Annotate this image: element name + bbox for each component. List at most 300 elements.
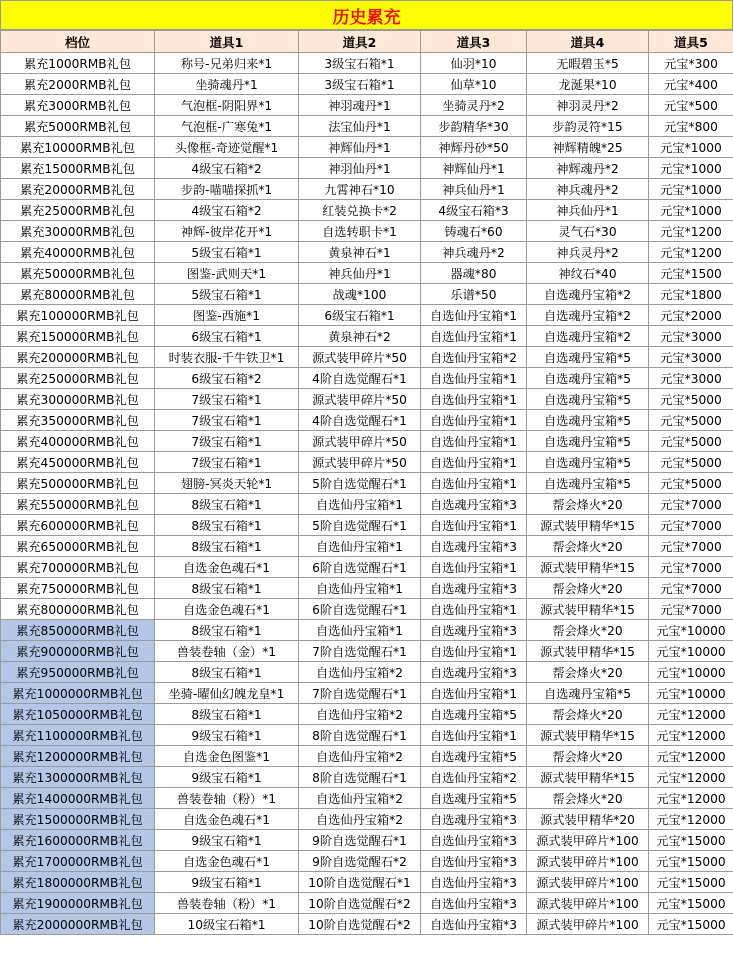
item-cell-5: 元宝*10000 [649, 683, 733, 704]
item-cell-1: 9级宝石箱*1 [155, 725, 299, 746]
item-cell-4: 源式装甲精华*15 [527, 641, 649, 662]
item-cell-5: 元宝*1500 [649, 263, 733, 284]
item-cell-4: 源式装甲精华*15 [527, 515, 649, 536]
item-cell-3: 自选仙丹宝箱*3 [421, 830, 527, 851]
table-row [1, 830, 733, 851]
item-cell-3: 自选魂丹宝箱*3 [421, 809, 527, 830]
item-cell-2: 7阶自选觉醒石*1 [299, 641, 421, 662]
tier-cell: 累充1800000RMB礼包 [1, 872, 155, 893]
item-cell-3: 神兵魂丹*2 [421, 242, 527, 263]
item-cell-5: 元宝*15000 [649, 893, 733, 914]
item-cell-5: 元宝*1000 [649, 137, 733, 158]
table-row [1, 809, 733, 830]
tier-cell: 累充400000RMB礼包 [1, 431, 155, 452]
item-cell-5: 元宝*1000 [649, 158, 733, 179]
tier-cell: 累充1300000RMB礼包 [1, 767, 155, 788]
item-cell-1: 神辉-彼岸花开*1 [155, 221, 299, 242]
item-cell-3: 自选魂丹宝箱*5 [421, 788, 527, 809]
table-row [1, 389, 733, 410]
item-cell-1: 9级宝石箱*1 [155, 830, 299, 851]
tier-cell: 累充25000RMB礼包 [1, 200, 155, 221]
table-row [1, 788, 733, 809]
item-cell-3: 自选魂丹宝箱*5 [421, 746, 527, 767]
item-cell-4: 神兵灵丹*2 [527, 242, 649, 263]
item-cell-3: 仙羽*10 [421, 53, 527, 74]
item-cell-4: 帮会烽火*20 [527, 620, 649, 641]
tier-cell: 累充600000RMB礼包 [1, 515, 155, 536]
item-cell-4: 帮会烽火*20 [527, 662, 649, 683]
item-cell-1: 6级宝石箱*1 [155, 326, 299, 347]
item-cell-3: 自选仙丹宝箱*1 [421, 599, 527, 620]
item-cell-2: 3级宝石箱*1 [299, 74, 421, 95]
item-cell-1: 5级宝石箱*1 [155, 284, 299, 305]
item-cell-1: 翅膀-冥炎天轮*1 [155, 473, 299, 494]
item-cell-3: 自选仙丹宝箱*1 [421, 683, 527, 704]
item-cell-3: 神辉丹砂*50 [421, 137, 527, 158]
item-cell-4: 自选魂丹宝箱*5 [527, 347, 649, 368]
item-cell-5: 元宝*3000 [649, 326, 733, 347]
table-row [1, 746, 733, 767]
item-cell-1: 自选金色魂石*1 [155, 851, 299, 872]
item-cell-2: 6级宝石箱*1 [299, 305, 421, 326]
table-row [1, 536, 733, 557]
table-row [1, 725, 733, 746]
item-cell-2: 10阶自选觉醒石*2 [299, 914, 421, 935]
tier-cell: 累充550000RMB礼包 [1, 494, 155, 515]
tier-cell: 累充900000RMB礼包 [1, 641, 155, 662]
item-cell-2: 神辉仙丹*1 [299, 137, 421, 158]
item-cell-3: 自选魂丹宝箱*3 [421, 536, 527, 557]
item-cell-3: 自选仙丹宝箱*1 [421, 389, 527, 410]
item-cell-3: 自选仙丹宝箱*1 [421, 725, 527, 746]
item-cell-1: 自选金色魂石*1 [155, 599, 299, 620]
item-cell-3: 铸魂石*60 [421, 221, 527, 242]
item-cell-1: 8级宝石箱*1 [155, 578, 299, 599]
table-row [1, 452, 733, 473]
item-cell-1: 6级宝石箱*2 [155, 368, 299, 389]
item-cell-4: 自选魂丹宝箱*2 [527, 305, 649, 326]
item-cell-2: 自选仙丹宝箱*2 [299, 788, 421, 809]
item-cell-1: 图鉴-西施*1 [155, 305, 299, 326]
item-cell-5: 元宝*12000 [649, 725, 733, 746]
item-cell-1: 8级宝石箱*1 [155, 704, 299, 725]
item-cell-5: 元宝*15000 [649, 830, 733, 851]
item-cell-3: 自选仙丹宝箱*1 [421, 641, 527, 662]
item-cell-4: 源式装甲精华*20 [527, 809, 649, 830]
tier-cell: 累充850000RMB礼包 [1, 620, 155, 641]
item-cell-1: 自选金色魂石*1 [155, 557, 299, 578]
tier-cell: 累充50000RMB礼包 [1, 263, 155, 284]
item-cell-4: 源式装甲碎片*100 [527, 830, 649, 851]
item-cell-1: 兽装卷轴（粉）*1 [155, 788, 299, 809]
item-cell-5: 元宝*400 [649, 74, 733, 95]
item-cell-3: 神兵仙丹*1 [421, 179, 527, 200]
table-row [1, 53, 733, 74]
item-cell-1: 9级宝石箱*1 [155, 872, 299, 893]
item-cell-2: 神兵仙丹*1 [299, 263, 421, 284]
item-cell-4: 无暇碧玉*5 [527, 53, 649, 74]
item-cell-4: 神辉精魄*25 [527, 137, 649, 158]
tier-cell: 累充1100000RMB礼包 [1, 725, 155, 746]
item-cell-3: 自选魂丹宝箱*3 [421, 620, 527, 641]
item-cell-4: 帮会烽火*20 [527, 746, 649, 767]
table-row [1, 683, 733, 704]
table-row [1, 872, 733, 893]
item-cell-3: 自选魂丹宝箱*3 [421, 662, 527, 683]
item-cell-4: 自选魂丹宝箱*5 [527, 431, 649, 452]
item-cell-2: 10阶自选觉醒石*1 [299, 872, 421, 893]
table-row [1, 284, 733, 305]
item-cell-5: 元宝*7000 [649, 494, 733, 515]
item-cell-5: 元宝*3000 [649, 368, 733, 389]
item-cell-4: 自选魂丹宝箱*2 [527, 326, 649, 347]
item-cell-5: 元宝*5000 [649, 410, 733, 431]
item-cell-5: 元宝*500 [649, 95, 733, 116]
item-cell-2: 6阶自选觉醒石*1 [299, 599, 421, 620]
item-cell-2: 自选仙丹宝箱*2 [299, 662, 421, 683]
item-cell-2: 6阶自选觉醒石*1 [299, 557, 421, 578]
item-cell-4: 龙涎果*10 [527, 74, 649, 95]
item-cell-4: 源式装甲精华*15 [527, 725, 649, 746]
table-row [1, 851, 733, 872]
item-cell-1: 7级宝石箱*1 [155, 431, 299, 452]
item-cell-3: 自选仙丹宝箱*3 [421, 872, 527, 893]
item-cell-3: 自选仙丹宝箱*1 [421, 452, 527, 473]
item-cell-3: 自选魂丹宝箱*3 [421, 494, 527, 515]
item-cell-3: 坐骑灵丹*2 [421, 95, 527, 116]
item-cell-1: 9级宝石箱*1 [155, 767, 299, 788]
item-cell-2: 源式装甲碎片*50 [299, 452, 421, 473]
item-cell-3: 自选仙丹宝箱*2 [421, 347, 527, 368]
item-cell-3: 自选仙丹宝箱*1 [421, 305, 527, 326]
item-cell-5: 元宝*15000 [649, 851, 733, 872]
item-cell-1: 图鉴-武则天*1 [155, 263, 299, 284]
tier-cell: 累充10000RMB礼包 [1, 137, 155, 158]
table-row [1, 347, 733, 368]
item-cell-2: 黄泉神石*2 [299, 326, 421, 347]
item-cell-1: 头像框-奇迹觉醒*1 [155, 137, 299, 158]
item-cell-4: 神羽灵丹*2 [527, 95, 649, 116]
tier-cell: 累充100000RMB礼包 [1, 305, 155, 326]
item-cell-1: 7级宝石箱*1 [155, 452, 299, 473]
item-cell-2: 3级宝石箱*1 [299, 53, 421, 74]
tier-cell: 累充750000RMB礼包 [1, 578, 155, 599]
item-cell-4: 自选魂丹宝箱*5 [527, 473, 649, 494]
tier-cell: 累充650000RMB礼包 [1, 536, 155, 557]
table-row [1, 767, 733, 788]
table-body [1, 53, 733, 935]
item-cell-3: 4级宝石箱*3 [421, 200, 527, 221]
item-cell-3: 自选仙丹宝箱*1 [421, 473, 527, 494]
header-tier: 档位 [1, 31, 155, 53]
item-cell-5: 元宝*12000 [649, 767, 733, 788]
item-cell-2: 4阶自选觉醒石*1 [299, 368, 421, 389]
item-cell-5: 元宝*12000 [649, 704, 733, 725]
tier-cell: 累充1900000RMB礼包 [1, 893, 155, 914]
tier-cell: 累充300000RMB礼包 [1, 389, 155, 410]
item-cell-5: 元宝*10000 [649, 641, 733, 662]
item-cell-2: 9阶自选觉醒石*1 [299, 830, 421, 851]
table-row [1, 599, 733, 620]
item-cell-3: 自选仙丹宝箱*1 [421, 515, 527, 536]
table-row [1, 305, 733, 326]
item-cell-1: 坐骑魂丹*1 [155, 74, 299, 95]
table-row [1, 494, 733, 515]
item-cell-5: 元宝*7000 [649, 536, 733, 557]
item-cell-4: 帮会烽火*20 [527, 536, 649, 557]
table-row [1, 431, 733, 452]
item-cell-2: 自选仙丹宝箱*2 [299, 704, 421, 725]
header-item-4: 道具4 [527, 31, 649, 53]
table-row [1, 74, 733, 95]
table-row [1, 95, 733, 116]
table-row [1, 368, 733, 389]
item-cell-1: 气泡框-阴阳界*1 [155, 95, 299, 116]
item-cell-1: 坐骑-曜仙幻魄龙皇*1 [155, 683, 299, 704]
item-cell-2: 9阶自选觉醒石*2 [299, 851, 421, 872]
item-cell-5: 元宝*1200 [649, 221, 733, 242]
item-cell-1: 兽装卷轴（金）*1 [155, 641, 299, 662]
item-cell-3: 自选魂丹宝箱*3 [421, 578, 527, 599]
item-cell-5: 元宝*2000 [649, 305, 733, 326]
item-cell-5: 元宝*7000 [649, 557, 733, 578]
item-cell-2: 自选仙丹宝箱*1 [299, 494, 421, 515]
item-cell-2: 战魂*100 [299, 284, 421, 305]
item-cell-5: 元宝*15000 [649, 914, 733, 935]
item-cell-4: 神纹石*40 [527, 263, 649, 284]
tier-cell: 累充1400000RMB礼包 [1, 788, 155, 809]
header-item-5: 道具5 [649, 31, 733, 53]
item-cell-2: 7阶自选觉醒石*1 [299, 683, 421, 704]
item-cell-4: 自选魂丹宝箱*5 [527, 410, 649, 431]
item-cell-2: 法宝仙丹*1 [299, 116, 421, 137]
item-cell-1: 自选金色图鉴*1 [155, 746, 299, 767]
item-cell-2: 源式装甲碎片*50 [299, 431, 421, 452]
item-cell-2: 黄泉神石*1 [299, 242, 421, 263]
tier-cell: 累充40000RMB礼包 [1, 242, 155, 263]
tier-cell: 累充2000000RMB礼包 [1, 914, 155, 935]
table-row [1, 263, 733, 284]
tier-cell: 累充500000RMB礼包 [1, 473, 155, 494]
table-row [1, 641, 733, 662]
table-row [1, 578, 733, 599]
item-cell-1: 步韵-喵喵探抓*1 [155, 179, 299, 200]
item-cell-5: 元宝*1800 [649, 284, 733, 305]
table-row [1, 914, 733, 935]
item-cell-1: 8级宝石箱*1 [155, 536, 299, 557]
item-cell-5: 元宝*7000 [649, 515, 733, 536]
table-header [1, 31, 733, 53]
item-cell-1: 7级宝石箱*1 [155, 389, 299, 410]
item-cell-5: 元宝*5000 [649, 389, 733, 410]
item-cell-5: 元宝*7000 [649, 578, 733, 599]
tier-cell: 累充20000RMB礼包 [1, 179, 155, 200]
tier-cell: 累充80000RMB礼包 [1, 284, 155, 305]
tier-cell: 累充200000RMB礼包 [1, 347, 155, 368]
item-cell-2: 自选仙丹宝箱*1 [299, 620, 421, 641]
item-cell-4: 神兵魂丹*2 [527, 179, 649, 200]
item-cell-2: 5阶自选觉醒石*1 [299, 473, 421, 494]
item-cell-4: 神兵仙丹*1 [527, 200, 649, 221]
table-row [1, 473, 733, 494]
tier-cell: 累充30000RMB礼包 [1, 221, 155, 242]
item-cell-2: 8阶自选觉醒石*1 [299, 767, 421, 788]
tier-cell: 累充250000RMB礼包 [1, 368, 155, 389]
item-cell-1: 称号-兄弟归来*1 [155, 53, 299, 74]
table-row [1, 179, 733, 200]
item-cell-5: 元宝*12000 [649, 746, 733, 767]
table-row [1, 137, 733, 158]
tier-cell: 累充1000000RMB礼包 [1, 683, 155, 704]
item-cell-4: 源式装甲碎片*100 [527, 872, 649, 893]
table-row [1, 515, 733, 536]
item-cell-2: 5阶自选觉醒石*1 [299, 515, 421, 536]
item-cell-5: 元宝*12000 [649, 809, 733, 830]
item-cell-2: 神羽仙丹*1 [299, 158, 421, 179]
tier-cell: 累充1700000RMB礼包 [1, 851, 155, 872]
item-cell-3: 自选仙丹宝箱*3 [421, 893, 527, 914]
item-cell-1: 自选金色魂石*1 [155, 809, 299, 830]
item-cell-2: 红装兑换卡*2 [299, 200, 421, 221]
item-cell-3: 自选仙丹宝箱*3 [421, 914, 527, 935]
item-cell-3: 仙草*10 [421, 74, 527, 95]
item-cell-4: 源式装甲精华*15 [527, 767, 649, 788]
item-cell-2: 4阶自选觉醒石*1 [299, 410, 421, 431]
item-cell-4: 自选魂丹宝箱*2 [527, 284, 649, 305]
item-cell-4: 源式装甲碎片*100 [527, 851, 649, 872]
item-cell-5: 元宝*1000 [649, 179, 733, 200]
item-cell-4: 源式装甲精华*15 [527, 557, 649, 578]
item-cell-4: 源式装甲碎片*100 [527, 893, 649, 914]
item-cell-3: 自选仙丹宝箱*2 [421, 767, 527, 788]
tier-cell: 累充1600000RMB礼包 [1, 830, 155, 851]
item-cell-5: 元宝*5000 [649, 452, 733, 473]
item-cell-5: 元宝*5000 [649, 431, 733, 452]
item-cell-2: 源式装甲碎片*50 [299, 389, 421, 410]
item-cell-4: 自选魂丹宝箱*5 [527, 368, 649, 389]
item-cell-1: 5级宝石箱*1 [155, 242, 299, 263]
item-cell-3: 步韵精华*30 [421, 116, 527, 137]
item-cell-5: 元宝*10000 [649, 662, 733, 683]
item-cell-3: 自选仙丹宝箱*3 [421, 851, 527, 872]
tier-cell: 累充1050000RMB礼包 [1, 704, 155, 725]
item-cell-4: 步韵灵符*15 [527, 116, 649, 137]
item-cell-2: 自选仙丹宝箱*1 [299, 578, 421, 599]
item-cell-3: 自选仙丹宝箱*1 [421, 431, 527, 452]
item-cell-4: 源式装甲碎片*100 [527, 914, 649, 935]
item-cell-4: 帮会烽火*20 [527, 788, 649, 809]
tier-cell: 累充1000RMB礼包 [1, 53, 155, 74]
item-cell-5: 元宝*12000 [649, 788, 733, 809]
header-item-1: 道具1 [155, 31, 299, 53]
item-cell-1: 4级宝石箱*2 [155, 200, 299, 221]
tier-cell: 累充450000RMB礼包 [1, 452, 155, 473]
item-cell-3: 自选仙丹宝箱*1 [421, 368, 527, 389]
table-row [1, 410, 733, 431]
item-cell-5: 元宝*1000 [649, 200, 733, 221]
item-cell-2: 自选仙丹宝箱*2 [299, 746, 421, 767]
item-cell-2: 8阶自选觉醒石*1 [299, 725, 421, 746]
table-row [1, 662, 733, 683]
item-cell-5: 元宝*800 [649, 116, 733, 137]
item-cell-5: 元宝*300 [649, 53, 733, 74]
item-cell-5: 元宝*15000 [649, 872, 733, 893]
table-row [1, 116, 733, 137]
item-cell-1: 8级宝石箱*1 [155, 515, 299, 536]
table-row [1, 620, 733, 641]
sheet-title: 历史累充 [0, 0, 733, 30]
tier-cell: 累充150000RMB礼包 [1, 326, 155, 347]
item-cell-4: 神辉魂丹*2 [527, 158, 649, 179]
item-cell-4: 自选魂丹宝箱*5 [527, 452, 649, 473]
table-row [1, 557, 733, 578]
tier-cell: 累充15000RMB礼包 [1, 158, 155, 179]
item-cell-2: 九霄神石*10 [299, 179, 421, 200]
tier-cell: 累充5000RMB礼包 [1, 116, 155, 137]
item-cell-1: 时装衣服-千牛铁卫*1 [155, 347, 299, 368]
item-cell-4: 帮会烽火*20 [527, 704, 649, 725]
tier-cell: 累充2000RMB礼包 [1, 74, 155, 95]
header-item-3: 道具3 [421, 31, 527, 53]
table-row [1, 158, 733, 179]
table-row [1, 704, 733, 725]
item-cell-4: 自选魂丹宝箱*5 [527, 683, 649, 704]
tier-cell: 累充1500000RMB礼包 [1, 809, 155, 830]
header-row [1, 31, 733, 53]
item-cell-2: 10阶自选觉醒石*2 [299, 893, 421, 914]
tier-cell: 累充800000RMB礼包 [1, 599, 155, 620]
item-cell-5: 元宝*10000 [649, 620, 733, 641]
table-row [1, 242, 733, 263]
item-cell-3: 乐谱*50 [421, 284, 527, 305]
item-cell-3: 器魂*80 [421, 263, 527, 284]
item-cell-3: 自选仙丹宝箱*1 [421, 410, 527, 431]
item-cell-4: 自选魂丹宝箱*5 [527, 389, 649, 410]
tier-cell: 累充950000RMB礼包 [1, 662, 155, 683]
item-cell-3: 自选魂丹宝箱*5 [421, 704, 527, 725]
item-cell-5: 元宝*5000 [649, 473, 733, 494]
item-cell-5: 元宝*3000 [649, 347, 733, 368]
item-cell-1: 7级宝石箱*1 [155, 410, 299, 431]
table-row [1, 200, 733, 221]
item-cell-1: 10级宝石箱*1 [155, 914, 299, 935]
item-cell-5: 元宝*7000 [649, 599, 733, 620]
item-cell-3: 神辉仙丹*1 [421, 158, 527, 179]
item-cell-2: 自选仙丹宝箱*1 [299, 536, 421, 557]
item-cell-2: 自选仙丹宝箱*2 [299, 809, 421, 830]
item-cell-1: 兽装卷轴（粉）*1 [155, 893, 299, 914]
item-cell-4: 灵气石*30 [527, 221, 649, 242]
item-cell-2: 神羽魂丹*1 [299, 95, 421, 116]
item-cell-4: 帮会烽火*20 [527, 494, 649, 515]
item-cell-1: 8级宝石箱*1 [155, 662, 299, 683]
tier-cell: 累充700000RMB礼包 [1, 557, 155, 578]
reward-table [0, 30, 733, 935]
item-cell-3: 自选仙丹宝箱*1 [421, 557, 527, 578]
table-row [1, 893, 733, 914]
item-cell-2: 源式装甲碎片*50 [299, 347, 421, 368]
item-cell-5: 元宝*1200 [649, 242, 733, 263]
tier-cell: 累充3000RMB礼包 [1, 95, 155, 116]
item-cell-4: 源式装甲精华*15 [527, 599, 649, 620]
table-row [1, 221, 733, 242]
item-cell-1: 气泡框-广寒兔*1 [155, 116, 299, 137]
item-cell-1: 4级宝石箱*2 [155, 158, 299, 179]
item-cell-3: 自选仙丹宝箱*1 [421, 326, 527, 347]
item-cell-4: 帮会烽火*20 [527, 578, 649, 599]
item-cell-1: 8级宝石箱*1 [155, 620, 299, 641]
header-item-2: 道具2 [299, 31, 421, 53]
